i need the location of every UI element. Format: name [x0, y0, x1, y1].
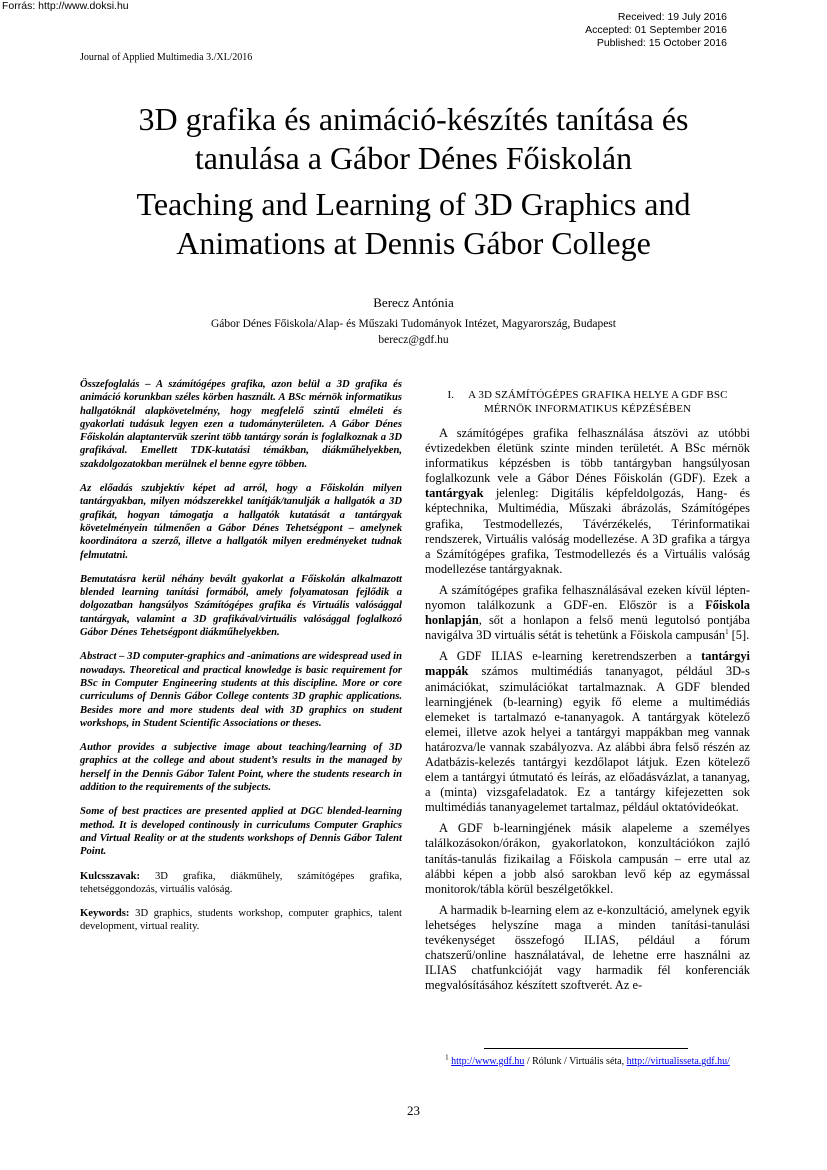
body-paragraph-2: A számítógépes grafika felhasználásával ezeken kívül lépten-nyomon találkozunk a GDF-en. Először is a Főiskola honlapján, sőt a honlapon a felső menü legutolsó pontjába navigálva 3D virtuális sétát is tehetünk a Főiskola campusán$^1$ [5]. [425, 582, 750, 643]
footnote-divider [484, 1048, 688, 1049]
body-paragraph-1: A számítógépes grafika felhasználása átszövi az utóbbi évtizedekben életünk szinte minden területét. A BSc mérnök informatikus képzésben is több tantárgyban hangsúlyosan foglalkozunk vele a Gábor Dénes Főiskolán (GDF). Ezek a tantárgyak jelenleg: Digitális képfeldolgozás, Hang- és képtechnika, Multimédia, Műszaki ábrázolás, Számítógépes grafika, Testmodellezés, Távérzékelés, Térinformatikai rendszerek, Virtuális valóság modellezése. A 3D grafika a tárgya a Számítógépes grafika, Testmodellezés és a Virtuális valóság modellezése tantárgyaknak. [425, 426, 750, 576]
keywords-hungarian [80, 870, 402, 897]
bold-term: Főiskola honlapján [425, 598, 750, 628]
title-hu-line-1: 3D grafika és animáció-készítés tanítása és [138, 101, 689, 137]
footnote-link-gdf[interactable]: http://www.gdf.hu [451, 1056, 525, 1067]
journal-name: Journal of Applied Multimedia 3./XI./2016 [80, 52, 253, 63]
affiliation-block [60, 316, 767, 348]
title-hu-line-2: tanulása a Gábor Dénes Főiskolán [194, 140, 633, 176]
title-english [60, 185, 767, 263]
abstract-en-paragraph: Abstract – 3D computer-graphics and -animations are widespread used in nowadays. Theoretical and practical knowledge is basic requirement for BSc in Computer Engineering students at this discipline. More or core curriculums of Dennis Gábor College contents 3D graphic applications. Besides more and more students deal with 3D graphics on student workshops, in Student Scientific Associations or theses. [80, 651, 402, 729]
author-email[interactable]: berecz@gdf.hu [378, 334, 449, 346]
body-paragraph-4: A GDF b-learningjének másik alapeleme a személyes találkozásokon/órákon, gyakorlatokon, konzultációkon zajló tanítás-tanulás fizikailag a Főiskola campusán – erre utal az alábbi képen a jobb alsó sarokban levő kép az egymással monitorok/tábla körül beszélgetőkkel. [425, 821, 750, 896]
author-name: Berecz Antónia [373, 295, 454, 310]
keywords-en-label: Keywords: [80, 908, 130, 920]
abstract-en-paragraph: Author provides a subjective image about teaching/learning of 3D graphics at the college and about student’s results in the managed by herself in the Dennis Gábor Talent Point, where the students research in addition to the requirements of the subjects. [80, 742, 402, 794]
abstract-hu-paragraph: Összefoglalás – A számítógépes grafika, azon belül a 3D grafika és animáció korunkban széles körben használt. A BSc mérnök informatikus hallgatóknál alapkövetelmény, hogy megfelelő szintű elméleti és gyakorlati tudásuk legyen ezen a tudományterületen. A Gábor Dénes Főiskolán alaptantervük szerint több tantárgy során is foglalkoznak a 3D grafikával. Emellett TDK-kutatási témákban, diákműhelyekben, szakdolgozatokban merülnek el benne egyre többen. [80, 379, 402, 470]
title-hungarian [60, 100, 767, 178]
abstract-hu-paragraph: Az előadás szubjektív képet ad arról, hogy a Főiskolán milyen tantárgyakban, milyen módszerekkel tanítják/tanulják a hallgatók a 3D grafikát, hogyan támogatja a hallgatók kutatását a tantárgyak követelményein túlmenően a Gábor Dénes Tehetségpont – amelynek koordinátora a szerző, illetve a hallgatók milyen eredményeket tudnak felmutatni. [80, 483, 402, 561]
source-url: Forrás: http://www.doksi.hu [2, 0, 129, 12]
keywords-en-text: 3D graphics, students workshop, computer graphics, talent development, virtual reality. [80, 908, 403, 933]
keywords-hu-label: Kulcsszavak: [80, 870, 141, 882]
section-title-line-1: A 3D SZÁMÍTÓGÉPES GRAFIKA HELYE A GDF BSC [468, 389, 728, 401]
page-number: 23 [407, 1103, 420, 1118]
footnote: $^1$ http://www.gdf.hu / Rólunk / Virtuális séta, http://virtualisseta.gdf.hu/ [445, 1053, 730, 1067]
footnote-number: 1 [445, 1053, 449, 1062]
accepted-date: Accepted: 01 September 2016 [585, 24, 727, 36]
keywords-hu-text: 3D grafika, diákműhely, számítógépes grafika, tehetséggondozás, virtuális valóság. [80, 870, 402, 895]
section-number: I. [447, 389, 455, 401]
footnote-ref[interactable]: 1 [725, 628, 729, 637]
body-column [425, 388, 750, 999]
section-heading [425, 388, 750, 416]
abstract-hu-paragraph: Bemutatásra kerül néhány bevált gyakorlat a Főiskolán alkalmazott blended learning tanítási formából, amely folyamatosan fejlődik a dolgozatban hangsúlyos Számítógépes grafika és Virtuális valósággal tantárgyak, valamint a 3D grafikával/virtuális valósággal foglalkozó Gábor Dénes Tehetségpont diákműhelyekben. [80, 573, 402, 639]
footnote-link-virtual-tour[interactable]: http://virtualisseta.gdf.hu/ [626, 1056, 730, 1067]
bold-term: tantárgyak [425, 486, 484, 501]
title-en-line-1: Teaching and Learning of 3D Graphics and [136, 186, 691, 222]
title-en-line-2: Animations at Dennis Gábor College [176, 225, 651, 261]
abstract-column [80, 378, 402, 945]
keywords-english [80, 907, 402, 934]
body-paragraph-3: A GDF ILIAS e-learning keretrendszerben a tantárgyi mappák számos multimédiás tananyagot, például 3D-s animációkat, szimulációkat tartalmaznak. A GDF blended learningjének (b-learning) egyik fő eleme a multimédiás elemeket is tartalmazó e-tananyagok. A tantárgyak kötelező elemei, illetve azok helyei a tantárgyi mappákban meg vannak határozva/le vannak szabályozva. Az alábbi ábra felső részén az Adatbázis-kelezés tantárgyi kezdőlapot látjuk. Ezen kötelező elem a tantárgyi útmutató és leírás, az előadásvázlat, a tananyag, a (minta) vizsgafeladatok. Ez a tantárgy kifejezetten sok multimédiás tananyagelemet tartalmaz, például oktatóvideókat. [425, 649, 750, 815]
section-title-line-2: MÉRNÖK INFORMATIKUS KÉPZÉSÉBEN [483, 403, 692, 415]
body-paragraph-5: A harmadik b-learning elem az e-konzultáció, amelynek egyik lehetséges helyszíne maga a minden tanítási-tanulási tevékenységet összefogó ILIAS, például a fórum chatszerű/online használatával, de lehetne erre használni az ILIAS chatfunkcióját vagy harmadik fél konferenciák megvalósításához készített szoftverét. Az e- [425, 902, 750, 993]
affiliation: Gábor Dénes Főiskola/Alap- és Műszaki Tudományok Intézet, Magyarország, Budapest [211, 318, 616, 330]
received-date: Received: 19 July 2016 [617, 11, 727, 23]
bold-term: tantárgyi mappák [425, 649, 750, 679]
publication-dates [427, 11, 727, 50]
published-date: Published: 15 October 2016 [596, 37, 727, 49]
abstract-en-paragraph: Some of best practices are presented applied at DGC blended-learning method. It is developed continously in curriculums Computer Graphics and Virtual Reality or at the students workshops of Dennis Gábor Talent Point. [80, 806, 402, 858]
